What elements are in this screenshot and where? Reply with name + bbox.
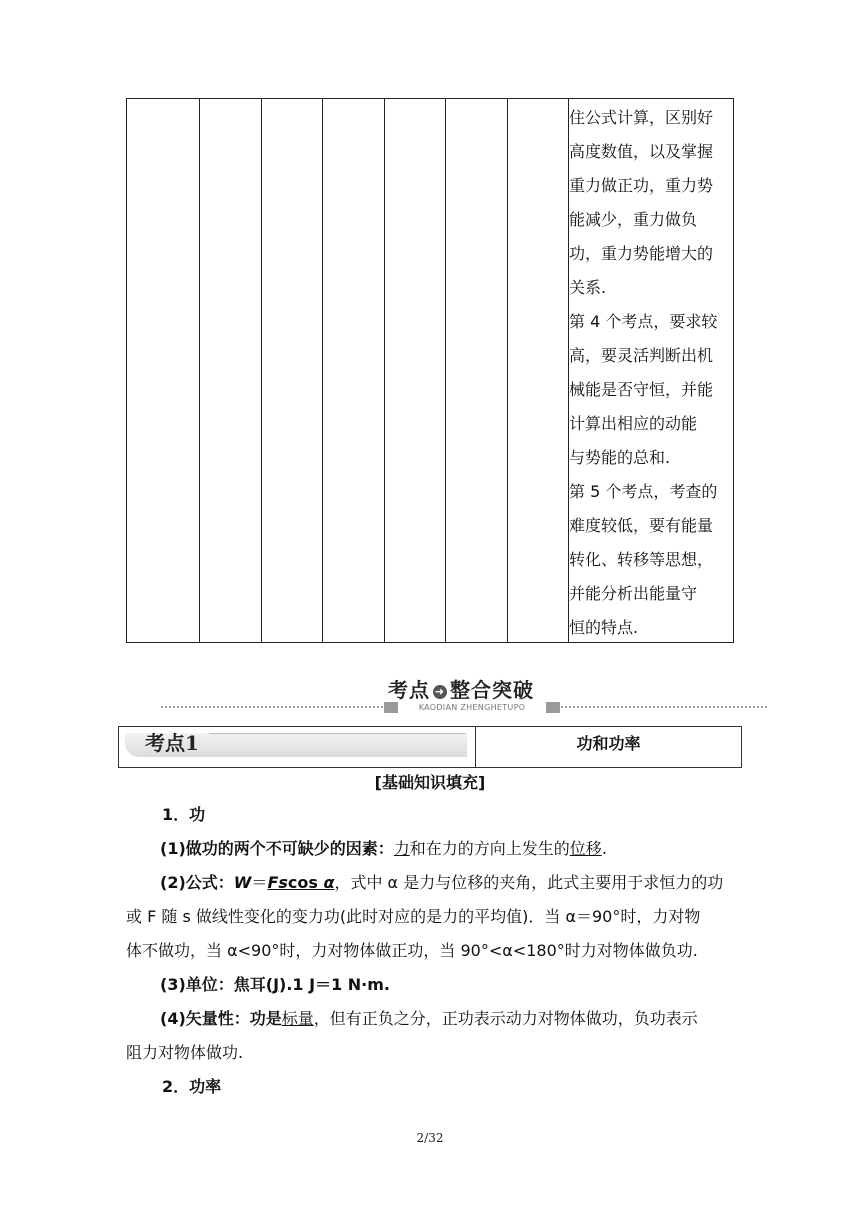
table-cell-line: 能减少，重力做负 <box>569 210 698 229</box>
table-cell-line: 高度数值，以及掌握 <box>569 142 714 161</box>
arrow-right-icon: ➜ <box>434 685 446 698</box>
table-cell-line: 恒的特点. <box>569 618 639 637</box>
topic-badge: 考点1 <box>145 731 199 755</box>
table-column-divider <box>322 99 323 642</box>
formula-var: Fs <box>267 873 288 892</box>
blank-answer: 力 <box>393 839 410 858</box>
table-cell-line: 并能分析出能量守 <box>569 584 698 603</box>
table-column-divider <box>507 99 508 642</box>
table-cell-line: 与势能的总和. <box>569 448 671 467</box>
table-column-divider <box>199 99 200 642</box>
text: (3)单位：焦耳( <box>160 975 274 994</box>
formula-eq: ＝ <box>251 873 268 892</box>
paragraph-2 <box>126 866 738 968</box>
blank-answer: 位移 <box>569 839 602 858</box>
table-cell-line: 重力做正功，重力势 <box>569 176 714 195</box>
text-line: 阻力对物体做功. <box>126 1043 244 1062</box>
text: ，但有正负之分，正功表示动力对物体做功，负功表示 <box>313 1009 698 1028</box>
table-cell-line: 第 5 个考点，考查的 <box>569 482 718 501</box>
text: ).1 J＝1 N·m. <box>279 975 391 994</box>
table-cell-line: 高，要灵活判断出机 <box>569 346 714 365</box>
formula-var: α <box>323 873 335 892</box>
text-line: 体不做功，当 α<90°时，力对物体做正功，当 90°<α<180°时力对物体做负功. <box>126 941 698 960</box>
paragraph-4 <box>126 1002 738 1070</box>
text: (2)公式： <box>160 873 234 892</box>
formula-var: W <box>233 873 252 892</box>
blank-answer: 标量 <box>281 1009 314 1028</box>
paragraph-1 <box>160 832 772 866</box>
sub-heading: [基础知识填充] <box>374 773 486 792</box>
table-cell-line: 计算出相应的动能 <box>569 414 698 433</box>
table-cell-line: 关系. <box>569 278 607 297</box>
section-title <box>388 674 534 703</box>
item-heading-work <box>162 798 774 832</box>
table-column-divider <box>445 99 446 642</box>
text: . <box>601 839 607 858</box>
text: 和在力的方向上发生的 <box>409 839 570 858</box>
table-cell-line: 转化、转移等思想， <box>569 550 714 569</box>
summary-table <box>126 98 734 643</box>
table-cell-line: 住公式计算，区别好 <box>569 108 714 127</box>
blank-answer: J <box>273 975 280 994</box>
section-subtitle: KAODIAN ZHENGHETUPO <box>398 702 546 713</box>
item-heading-power <box>162 1070 774 1104</box>
dotted-rule-right <box>560 705 768 709</box>
text-line: 或 F 随 s 做线性变化的变力功(此时对应的是力的平均值)．当 α＝90°时，力对物 <box>126 907 701 926</box>
text: (4)矢量性：功是 <box>160 1009 282 1028</box>
table-cell-line: 械能是否守恒，并能 <box>569 380 714 399</box>
formula-cos: cos <box>287 873 324 892</box>
text: (1)做功的两个不可缺少的因素： <box>160 839 394 858</box>
text: ，式中 α 是力与位移的夹角，此式主要用于求恒力的功 <box>334 873 724 892</box>
table-column-divider <box>384 99 385 642</box>
paragraph-3 <box>160 968 772 1002</box>
section-title-left: 考点 <box>388 678 430 702</box>
topic-bar <box>118 726 742 768</box>
heading-text: 1．功 <box>162 805 206 824</box>
heading-text: 2．功率 <box>162 1077 222 1096</box>
table-column-divider <box>261 99 262 642</box>
dotted-rule-left <box>160 705 384 709</box>
section-title-right: 整合突破 <box>450 678 534 702</box>
section-heading <box>160 672 768 716</box>
topic-label: 功和功率 <box>576 734 641 753</box>
table-cell-line: 难度较低，要有能量 <box>569 516 714 535</box>
table-cell-line: 功，重力势能增大的 <box>569 244 714 263</box>
topic-badge-rule <box>209 733 465 758</box>
table-cell-requirements <box>569 101 734 645</box>
page-number: 2/32 <box>416 1131 444 1145</box>
table-cell-line: 第 4 个考点，要求较 <box>569 312 718 331</box>
